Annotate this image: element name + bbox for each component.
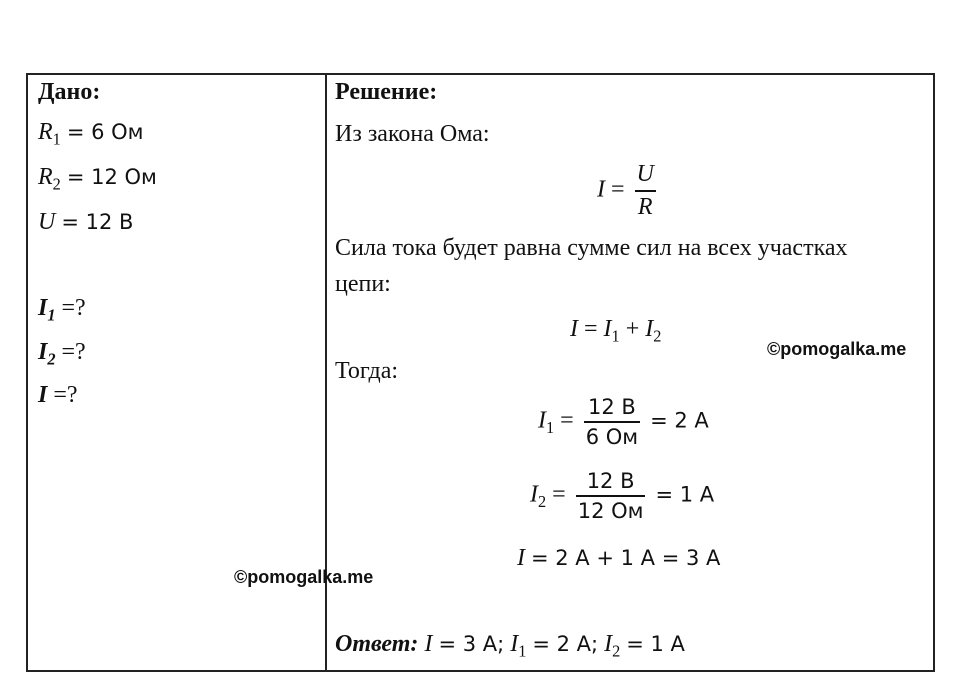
given-header: Дано: <box>38 79 101 105</box>
i2-denominator: 12 Ом <box>577 499 644 523</box>
i1-eq: = <box>560 407 574 434</box>
sum-term2-sub: 2 <box>653 326 662 346</box>
i1-fraction <box>584 395 640 449</box>
given-r1 <box>38 119 144 149</box>
find-i2-subscript: 2 <box>47 349 56 369</box>
i1-denominator: 6 Ом <box>585 425 639 449</box>
i1-numerator: 12 В <box>588 395 636 419</box>
find-i1-symbol: I <box>38 295 48 321</box>
answer-i2-value: = 1 А <box>626 632 685 656</box>
sum-lhs: I <box>570 316 578 342</box>
ohm-intro: Из закона Ома: <box>335 121 490 147</box>
total-result: = 2 А + 1 А = 3 А <box>531 546 721 570</box>
i1-calc <box>538 395 709 449</box>
i2-numerator: 12 В <box>586 469 635 493</box>
find-i <box>38 382 78 409</box>
i1-subscript: 1 <box>546 418 555 438</box>
find-i1 <box>38 295 86 325</box>
sum-text-line2: цепи: <box>335 271 391 297</box>
r2-symbol: R <box>38 164 53 190</box>
i2-result: = 1 А <box>655 482 715 507</box>
i2-eq: = <box>552 481 566 508</box>
total-calc <box>517 545 720 572</box>
r1-subscript: 1 <box>52 129 61 149</box>
i2-symbol: I <box>530 481 538 508</box>
i1-symbol: I <box>538 407 546 434</box>
sum-term1: I <box>603 316 612 342</box>
sum-text-line1: Сила тока будет равна сумме сил на всех участках <box>335 235 848 261</box>
sum-formula <box>570 316 662 346</box>
answer-i2-symbol: I <box>604 631 613 657</box>
sum-term2: I <box>645 316 654 342</box>
solution-header: Решение: <box>335 79 438 105</box>
sum-plus: + <box>625 316 640 342</box>
ohm-numerator: U <box>636 161 654 187</box>
r2-subscript: 2 <box>52 174 61 194</box>
sum-term1-sub: 1 <box>611 326 620 346</box>
r2-value: = 12 Ом <box>66 165 157 189</box>
answer-i1-subscript: 1 <box>518 641 527 661</box>
find-i2 <box>38 339 86 369</box>
answer-i-value: = 3 А; <box>438 632 505 656</box>
ohm-fraction <box>635 161 656 221</box>
ohm-formula <box>597 161 660 221</box>
given-u <box>38 209 133 236</box>
answer-label: Ответ: <box>335 631 419 657</box>
i2-calc <box>530 469 714 523</box>
solution-table <box>26 73 935 672</box>
answer-i1-value: = 2 А; <box>532 632 599 656</box>
i1-result: = 2 А <box>650 408 709 433</box>
given-r2 <box>38 164 157 194</box>
watermark-right: ©pomogalka.me <box>767 339 907 359</box>
find-i2-symbol: I <box>38 339 48 365</box>
i2-subscript: 2 <box>538 492 547 512</box>
ohm-eq: = <box>611 176 625 203</box>
find-i-value: =? <box>53 382 78 408</box>
u-symbol: U <box>38 209 56 235</box>
ohm-lhs: I <box>597 176 605 203</box>
answer-line <box>335 631 685 661</box>
u-value: = 12 В <box>61 210 134 234</box>
total-symbol: I <box>517 545 525 571</box>
then-label: Тогда: <box>335 358 399 384</box>
answer-i1-symbol: I <box>510 631 519 657</box>
sum-eq: = <box>584 316 598 342</box>
ohm-denominator: R <box>637 194 653 220</box>
find-i1-subscript: 1 <box>47 305 56 325</box>
i2-fraction <box>576 469 646 523</box>
watermark-left: ©pomogalka.me <box>234 567 374 587</box>
answer-i-symbol: I <box>424 631 433 657</box>
find-i2-value: =? <box>61 339 86 365</box>
find-i-symbol: I <box>38 382 48 408</box>
answer-i2-subscript: 2 <box>612 641 621 661</box>
find-i1-value: =? <box>61 295 86 321</box>
r1-symbol: R <box>38 119 53 145</box>
r1-value: = 6 Ом <box>66 120 144 144</box>
